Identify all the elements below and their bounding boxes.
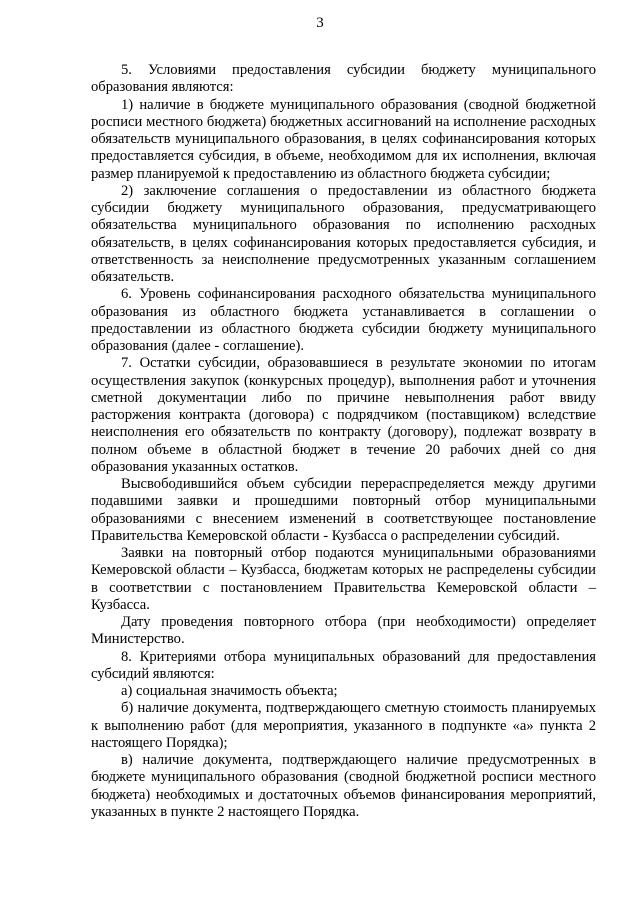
paragraph-7-reselection-applications: Заявки на повторный отбор подаются муниципальными образованиями Кемеровской области – Кузбасса, бюджетам которых не распределены субсидии в соответствии с постановлением Правительства Кемеровской области – Кузбасса. [91, 545, 596, 613]
paragraph-5-item-1: 1) наличие в бюджете муниципального образования (сводной бюджетной росписи местного бюджета) бюджетных ассигнований на исполнение расходных обязательств муниципального образования, в целях софинансирования которых предоставляется субсидия, в объеме, необходимом для их исполнения, включая размер планируемой к предоставлению из областного бюджета субсидии; [91, 96, 596, 182]
paragraph-5-item-2: 2) заключение соглашения о предоставлении из областного бюджета субсидии бюджету муниципального образования, предусматривающего обязательства муниципального образования по исполнению расходных обязательств, в целях софинансирования которых предоставляется субсидия, и ответственность за неисполнение предусмотренных указанным соглашением обязательств. [91, 182, 596, 285]
paragraph-8-criterion-a: а) социальная значимость объекта; [121, 683, 338, 699]
document-body [91, 62, 596, 821]
paragraph-7-redistribution: Высвободившийся объем субсидии перераспределяется между другими подавшими заявки и прошедшими повторный отбор муниципальными образованиями с внесением изменений в соответствующее постановление Правительства Кемеровской области - Кузбасса о распределении субсидий. [91, 476, 596, 544]
paragraph-8-criterion-b: б) наличие документа, подтверждающего сметную стоимость планируемых к выполнению работ (для мероприятия, указанного в подпункте «а» пункта 2 настоящего Порядка); [91, 700, 596, 751]
paragraph-8: 8. Критериями отбора муниципальных образований для предоставления субсидий являются: [91, 648, 596, 682]
paragraph-7: 7. Остатки субсидии, образовавшиеся в результате экономии по итогам осуществления закупок (конкурсных процедур), выполнения работ и уточнения сметной документации либо по причине невыполнения работ ввиду расторжения контракта (договора) с подрядчиком (поставщиком) вследствие неисполнения его обязательств по контракту (договору), подлежат возврату в полном объеме в областной бюджет в течение 20 рабочих дней со дня образования указанных остатков. [91, 355, 596, 475]
paragraph-5: 5. Условиями предоставления субсидии бюджету муниципального образования являются: [91, 62, 596, 96]
paragraph-7-reselection-date: Дату проведения повторного отбора (при необходимости) определяет Министерство. [91, 614, 596, 648]
page-number: 3 [316, 15, 324, 31]
paragraph-6: 6. Уровень софинансирования расходного обязательства муниципального образования из областного бюджета устанавливается в соглашении о предоставлении из областного бюджета субсидии бюджету муниципального образования (далее - соглашение). [91, 286, 596, 354]
paragraph-8-criterion-c: в) наличие документа, подтверждающего наличие предусмотренных в бюджете муниципального образования (сводной бюджетной росписи местного бюджета) необходимых и достаточных объемов финансирования мероприятий, указанных в пункте 2 настоящего Порядка. [91, 752, 596, 820]
